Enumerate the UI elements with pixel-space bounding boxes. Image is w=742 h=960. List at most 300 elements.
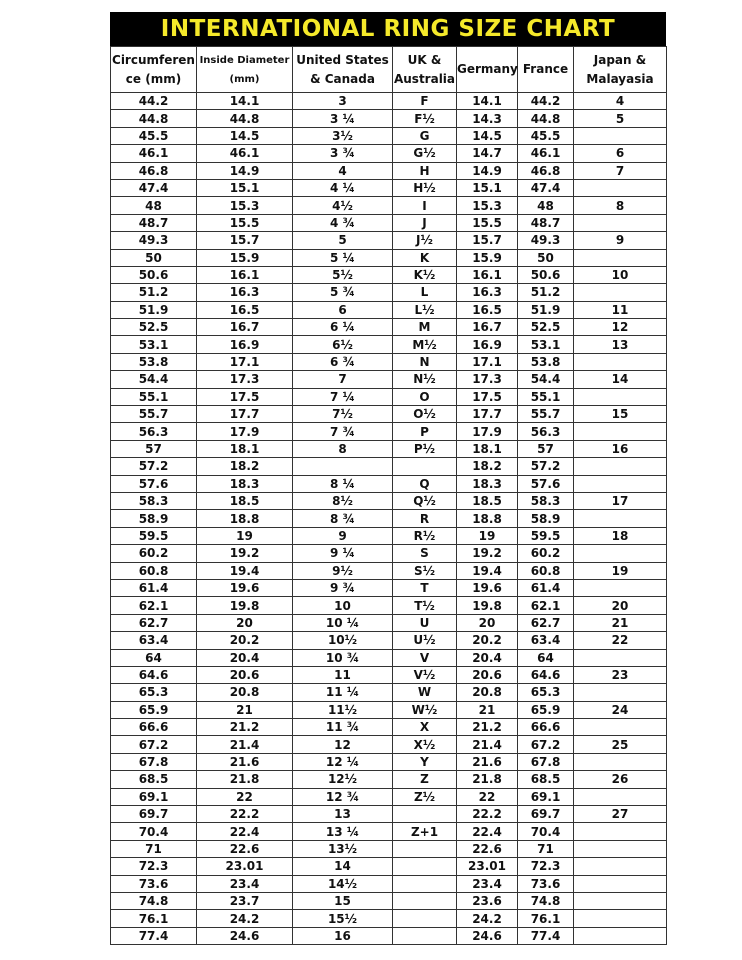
cell-inside-diameter: 19.4 [197,562,293,579]
cell-france: 57.6 [518,475,574,492]
cell-us-canada: 9 ¾ [293,579,393,596]
cell-japan-malayasia: 19 [574,562,667,579]
table-row [111,753,667,770]
cell-france: 57.2 [518,458,574,475]
cell-germany: 15.3 [457,197,518,214]
cell-circumference: 53.8 [111,353,197,370]
table-row [111,145,667,162]
cell-us-canada: 4 [293,162,393,179]
cell-germany: 15.9 [457,249,518,266]
table-row [111,406,667,423]
cell-us-canada: 10 ¼ [293,614,393,631]
cell-japan-malayasia: 14 [574,371,667,388]
cell-france: 55.1 [518,388,574,405]
cell-france: 76.1 [518,910,574,927]
cell-us-canada: 6½ [293,336,393,353]
table-row [111,614,667,631]
cell-germany: 16.5 [457,301,518,318]
table-row [111,875,667,892]
cell-germany: 20.4 [457,649,518,666]
cell-germany: 23.6 [457,892,518,909]
cell-japan-malayasia [574,423,667,440]
cell-inside-diameter: 22.2 [197,806,293,823]
cell-germany: 19 [457,527,518,544]
cell-us-canada: 11 ¼ [293,684,393,701]
cell-us-canada: 8 ¾ [293,510,393,527]
cell-france: 73.6 [518,875,574,892]
cell-circumference: 63.4 [111,632,197,649]
table-row [111,510,667,527]
cell-japan-malayasia [574,910,667,927]
cell-inside-diameter: 20.2 [197,632,293,649]
cell-us-canada: 10½ [293,632,393,649]
cell-us-canada: 12½ [293,771,393,788]
cell-germany: 23.4 [457,875,518,892]
cell-us-canada: 4½ [293,197,393,214]
cell-inside-diameter: 44.8 [197,110,293,127]
cell-us-canada: 3½ [293,127,393,144]
table-row [111,249,667,266]
cell-france: 65.9 [518,701,574,718]
cell-circumference: 71 [111,840,197,857]
cell-us-canada: 7 ¼ [293,388,393,405]
cell-uk-australia [393,840,457,857]
cell-us-canada: 5 [293,232,393,249]
cell-uk-australia: Q½ [393,492,457,509]
cell-circumference: 53.1 [111,336,197,353]
table-row [111,892,667,909]
cell-france: 71 [518,840,574,857]
cell-inside-diameter: 17.3 [197,371,293,388]
cell-circumference: 48 [111,197,197,214]
cell-us-canada: 6 ¼ [293,319,393,336]
cell-germany: 15.7 [457,232,518,249]
table-row [111,666,667,683]
cell-us-canada: 7½ [293,406,393,423]
cell-inside-diameter: 22 [197,788,293,805]
cell-japan-malayasia [574,927,667,944]
cell-japan-malayasia [574,353,667,370]
cell-inside-diameter: 18.3 [197,475,293,492]
table-row [111,440,667,457]
cell-us-canada: 8 ¼ [293,475,393,492]
cell-germany: 22.4 [457,823,518,840]
cell-inside-diameter: 14.9 [197,162,293,179]
cell-us-canada: 7 ¾ [293,423,393,440]
cell-us-canada: 5 ¼ [293,249,393,266]
cell-inside-diameter: 17.9 [197,423,293,440]
cell-france: 65.3 [518,684,574,701]
cell-germany: 18.2 [457,458,518,475]
cell-japan-malayasia: 21 [574,614,667,631]
cell-japan-malayasia [574,753,667,770]
cell-uk-australia: N½ [393,371,457,388]
table-row [111,214,667,231]
table-row [111,319,667,336]
cell-uk-australia: P [393,423,457,440]
table-row [111,545,667,562]
table-row [111,597,667,614]
cell-germany: 16.1 [457,266,518,283]
cell-inside-diameter: 18.8 [197,510,293,527]
cell-inside-diameter: 17.1 [197,353,293,370]
cell-japan-malayasia: 13 [574,336,667,353]
cell-france: 56.3 [518,423,574,440]
cell-us-canada: 13 [293,806,393,823]
cell-circumference: 62.7 [111,614,197,631]
cell-germany: 18.5 [457,492,518,509]
cell-inside-diameter: 17.7 [197,406,293,423]
cell-us-canada: 11 ¾ [293,719,393,736]
table-row [111,840,667,857]
cell-us-canada: 5 ¾ [293,284,393,301]
cell-germany: 18.3 [457,475,518,492]
cell-germany: 14.7 [457,145,518,162]
table-row [111,127,667,144]
header-inside-diameter: Inside Diameter (mm) [197,47,293,93]
cell-us-canada: 7 [293,371,393,388]
cell-circumference: 61.4 [111,579,197,596]
cell-inside-diameter: 22.4 [197,823,293,840]
cell-inside-diameter: 15.7 [197,232,293,249]
cell-japan-malayasia [574,823,667,840]
chart-title: INTERNATIONAL RING SIZE CHART [110,12,666,46]
cell-circumference: 51.2 [111,284,197,301]
cell-france: 77.4 [518,927,574,944]
cell-france: 70.4 [518,823,574,840]
cell-japan-malayasia: 27 [574,806,667,823]
cell-uk-australia: Z [393,771,457,788]
cell-inside-diameter: 15.9 [197,249,293,266]
cell-circumference: 45.5 [111,127,197,144]
cell-inside-diameter: 20 [197,614,293,631]
header-circumference: Circumferen ce (mm) [111,47,197,93]
cell-uk-australia [393,458,457,475]
cell-circumference: 57.6 [111,475,197,492]
cell-circumference: 73.6 [111,875,197,892]
cell-france: 46.1 [518,145,574,162]
cell-france: 67.2 [518,736,574,753]
cell-germany: 19.6 [457,579,518,596]
cell-germany: 20.8 [457,684,518,701]
cell-uk-australia [393,892,457,909]
cell-japan-malayasia [574,214,667,231]
cell-circumference: 58.9 [111,510,197,527]
table-row [111,649,667,666]
cell-france: 69.1 [518,788,574,805]
cell-germany: 24.6 [457,927,518,944]
cell-france: 47.4 [518,179,574,196]
cell-circumference: 59.5 [111,527,197,544]
cell-japan-malayasia: 7 [574,162,667,179]
cell-japan-malayasia: 26 [574,771,667,788]
cell-japan-malayasia [574,284,667,301]
cell-uk-australia: F [393,93,457,110]
cell-france: 62.1 [518,597,574,614]
table-row [111,736,667,753]
table-row [111,527,667,544]
cell-france: 52.5 [518,319,574,336]
cell-france: 50 [518,249,574,266]
cell-uk-australia: Q [393,475,457,492]
cell-japan-malayasia [574,249,667,266]
cell-us-canada: 8 [293,440,393,457]
cell-inside-diameter: 19.8 [197,597,293,614]
cell-us-canada: 14 [293,858,393,875]
cell-inside-diameter: 16.9 [197,336,293,353]
cell-japan-malayasia [574,458,667,475]
cell-germany: 19.2 [457,545,518,562]
cell-france: 55.7 [518,406,574,423]
cell-france: 72.3 [518,858,574,875]
cell-france: 48 [518,197,574,214]
table-row [111,388,667,405]
cell-us-canada: 13½ [293,840,393,857]
cell-uk-australia: G½ [393,145,457,162]
cell-japan-malayasia: 15 [574,406,667,423]
cell-germany: 21 [457,701,518,718]
cell-germany: 14.3 [457,110,518,127]
cell-circumference: 65.9 [111,701,197,718]
cell-japan-malayasia: 23 [574,666,667,683]
cell-uk-australia: V½ [393,666,457,683]
cell-japan-malayasia: 20 [574,597,667,614]
cell-japan-malayasia: 18 [574,527,667,544]
cell-germany: 24.2 [457,910,518,927]
cell-circumference: 69.7 [111,806,197,823]
cell-japan-malayasia: 6 [574,145,667,162]
cell-us-canada: 10 ¾ [293,649,393,666]
cell-japan-malayasia: 4 [574,93,667,110]
cell-uk-australia: R½ [393,527,457,544]
cell-uk-australia: Z+1 [393,823,457,840]
cell-japan-malayasia: 25 [574,736,667,753]
cell-us-canada: 3 [293,93,393,110]
cell-france: 64 [518,649,574,666]
cell-france: 57 [518,440,574,457]
cell-circumference: 55.1 [111,388,197,405]
cell-us-canada: 12 [293,736,393,753]
cell-germany: 16.3 [457,284,518,301]
cell-circumference: 77.4 [111,927,197,944]
cell-japan-malayasia [574,788,667,805]
cell-germany: 19.8 [457,597,518,614]
cell-france: 44.8 [518,110,574,127]
cell-germany: 15.1 [457,179,518,196]
table-row [111,823,667,840]
cell-germany: 20.2 [457,632,518,649]
cell-germany: 17.1 [457,353,518,370]
cell-france: 61.4 [518,579,574,596]
table-row [111,701,667,718]
table-row [111,458,667,475]
cell-france: 59.5 [518,527,574,544]
cell-uk-australia: F½ [393,110,457,127]
table-row [111,371,667,388]
cell-inside-diameter: 23.7 [197,892,293,909]
table-row [111,110,667,127]
table-row [111,284,667,301]
cell-germany: 22.2 [457,806,518,823]
header-germany: Germany [457,47,518,93]
cell-france: 66.6 [518,719,574,736]
cell-japan-malayasia: 8 [574,197,667,214]
cell-circumference: 68.5 [111,771,197,788]
cell-france: 69.7 [518,806,574,823]
cell-circumference: 46.1 [111,145,197,162]
cell-france: 60.2 [518,545,574,562]
cell-us-canada: 5½ [293,266,393,283]
cell-japan-malayasia: 10 [574,266,667,283]
cell-germany: 17.9 [457,423,518,440]
cell-france: 67.8 [518,753,574,770]
cell-japan-malayasia [574,840,667,857]
cell-france: 46.8 [518,162,574,179]
cell-germany: 14.1 [457,93,518,110]
cell-uk-australia: I [393,197,457,214]
cell-uk-australia: T [393,579,457,596]
cell-japan-malayasia: 9 [574,232,667,249]
cell-uk-australia: H½ [393,179,457,196]
cell-circumference: 46.8 [111,162,197,179]
cell-uk-australia [393,927,457,944]
table-row [111,684,667,701]
cell-circumference: 65.3 [111,684,197,701]
table-row [111,162,667,179]
cell-france: 68.5 [518,771,574,788]
cell-uk-australia: G [393,127,457,144]
cell-france: 50.6 [518,266,574,283]
cell-circumference: 44.2 [111,93,197,110]
cell-circumference: 72.3 [111,858,197,875]
cell-france: 74.8 [518,892,574,909]
cell-germany: 17.7 [457,406,518,423]
cell-circumference: 51.9 [111,301,197,318]
cell-circumference: 70.4 [111,823,197,840]
cell-inside-diameter: 21.8 [197,771,293,788]
cell-inside-diameter: 21.6 [197,753,293,770]
header-france: France [518,47,574,93]
table-row [111,266,667,283]
cell-circumference: 67.2 [111,736,197,753]
cell-circumference: 74.8 [111,892,197,909]
cell-france: 62.7 [518,614,574,631]
cell-germany: 19.4 [457,562,518,579]
cell-germany: 15.5 [457,214,518,231]
cell-us-canada: 6 ¾ [293,353,393,370]
cell-germany: 20.6 [457,666,518,683]
table-row [111,353,667,370]
cell-uk-australia: S [393,545,457,562]
cell-germany: 20 [457,614,518,631]
cell-uk-australia: W½ [393,701,457,718]
cell-us-canada: 13 ¼ [293,823,393,840]
cell-uk-australia [393,858,457,875]
cell-france: 54.4 [518,371,574,388]
cell-circumference: 50.6 [111,266,197,283]
cell-france: 58.3 [518,492,574,509]
cell-us-canada: 9 [293,527,393,544]
table-row [111,301,667,318]
table-row [111,93,667,110]
cell-circumference: 47.4 [111,179,197,196]
cell-circumference: 56.3 [111,423,197,440]
cell-uk-australia: K½ [393,266,457,283]
table-row [111,336,667,353]
cell-japan-malayasia [574,858,667,875]
cell-us-canada: 4 ¾ [293,214,393,231]
cell-inside-diameter: 15.5 [197,214,293,231]
table-row [111,858,667,875]
cell-us-canada: 12 ¼ [293,753,393,770]
table-row [111,719,667,736]
cell-inside-diameter: 20.8 [197,684,293,701]
cell-germany: 14.9 [457,162,518,179]
cell-france: 45.5 [518,127,574,144]
cell-france: 51.9 [518,301,574,318]
cell-france: 44.2 [518,93,574,110]
cell-germany: 16.9 [457,336,518,353]
cell-circumference: 54.4 [111,371,197,388]
cell-uk-australia: U½ [393,632,457,649]
cell-uk-australia: X [393,719,457,736]
cell-germany: 17.5 [457,388,518,405]
cell-germany: 21.8 [457,771,518,788]
table-row [111,179,667,196]
cell-germany: 23.01 [457,858,518,875]
cell-japan-malayasia [574,684,667,701]
cell-france: 63.4 [518,632,574,649]
cell-circumference: 49.3 [111,232,197,249]
cell-germany: 21.2 [457,719,518,736]
cell-germany: 22.6 [457,840,518,857]
cell-japan-malayasia [574,545,667,562]
cell-inside-diameter: 14.1 [197,93,293,110]
table-row [111,632,667,649]
cell-japan-malayasia: 22 [574,632,667,649]
cell-circumference: 64 [111,649,197,666]
cell-us-canada: 12 ¾ [293,788,393,805]
cell-germany: 21.6 [457,753,518,770]
cell-uk-australia: M½ [393,336,457,353]
cell-circumference: 48.7 [111,214,197,231]
cell-us-canada: 16 [293,927,393,944]
table-row [111,910,667,927]
table-row [111,197,667,214]
cell-france: 51.2 [518,284,574,301]
ring-size-table [110,46,667,945]
table-row [111,927,667,944]
cell-us-canada: 11½ [293,701,393,718]
cell-japan-malayasia [574,579,667,596]
cell-us-canada: 9½ [293,562,393,579]
cell-inside-diameter: 24.2 [197,910,293,927]
cell-uk-australia: O [393,388,457,405]
header-uk-australia: UK & Australia [393,47,457,93]
cell-uk-australia: R [393,510,457,527]
header-us-canada: United States & Canada [293,47,393,93]
cell-inside-diameter: 15.3 [197,197,293,214]
cell-inside-diameter: 23.01 [197,858,293,875]
cell-inside-diameter: 19.2 [197,545,293,562]
cell-germany: 16.7 [457,319,518,336]
cell-circumference: 69.1 [111,788,197,805]
cell-japan-malayasia [574,875,667,892]
header-row [111,47,667,93]
cell-circumference: 62.1 [111,597,197,614]
cell-uk-australia: M [393,319,457,336]
cell-inside-diameter: 19 [197,527,293,544]
